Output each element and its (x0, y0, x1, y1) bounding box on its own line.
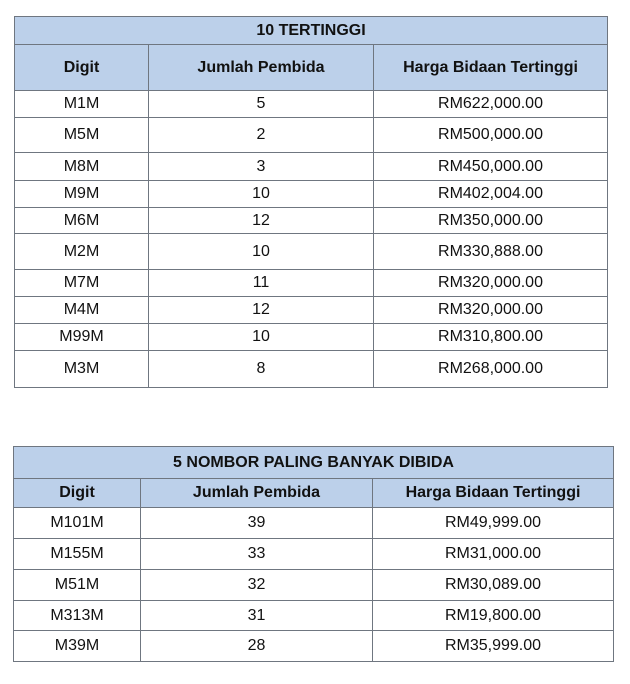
cell-digit: M6M (15, 208, 149, 234)
table-row (15, 270, 608, 297)
most-bid-table (13, 446, 614, 662)
cell-digit: M9M (15, 181, 149, 208)
table-header-row (14, 479, 614, 508)
cell-highest-bid: RM350,000.00 (374, 208, 608, 234)
cell-digit: M7M (15, 270, 149, 297)
cell-digit: M3M (15, 351, 149, 388)
cell-digit: M51M (14, 570, 141, 601)
cell-bidders: 5 (149, 91, 374, 118)
cell-highest-bid: RM31,000.00 (373, 539, 614, 570)
cell-digit: M2M (15, 234, 149, 270)
cell-highest-bid: RM19,800.00 (373, 601, 614, 631)
cell-highest-bid: RM268,000.00 (374, 351, 608, 388)
cell-highest-bid: RM330,888.00 (374, 234, 608, 270)
cell-bidders: 8 (149, 351, 374, 388)
cell-bidders: 39 (141, 508, 373, 539)
cell-digit: M313M (14, 601, 141, 631)
cell-highest-bid: RM49,999.00 (373, 508, 614, 539)
table-title-row (15, 17, 608, 45)
column-header-highest-bid: Harga Bidaan Tertinggi (373, 479, 614, 508)
table-row (14, 508, 614, 539)
cell-highest-bid: RM500,000.00 (374, 118, 608, 153)
table-row (15, 208, 608, 234)
cell-highest-bid: RM30,089.00 (373, 570, 614, 601)
table-title: 10 TERTINGGI (15, 17, 608, 45)
cell-bidders: 10 (149, 324, 374, 351)
cell-digit: M39M (14, 631, 141, 662)
cell-digit: M1M (15, 91, 149, 118)
table-row (15, 324, 608, 351)
cell-highest-bid: RM402,004.00 (374, 181, 608, 208)
table-row (15, 234, 608, 270)
table-row (15, 91, 608, 118)
column-header-highest-bid: Harga Bidaan Tertinggi (374, 45, 608, 91)
table-title-row (14, 447, 614, 479)
cell-highest-bid: RM320,000.00 (374, 297, 608, 324)
column-header-digit: Digit (15, 45, 149, 91)
table-row (15, 351, 608, 388)
table-row (15, 297, 608, 324)
cell-bidders: 2 (149, 118, 374, 153)
cell-highest-bid: RM622,000.00 (374, 91, 608, 118)
column-header-bidders: Jumlah Pembida (141, 479, 373, 508)
table-row (14, 570, 614, 601)
table-row (14, 601, 614, 631)
cell-bidders: 11 (149, 270, 374, 297)
cell-digit: M99M (15, 324, 149, 351)
cell-digit: M8M (15, 153, 149, 181)
cell-bidders: 10 (149, 234, 374, 270)
cell-digit: M5M (15, 118, 149, 153)
column-header-bidders: Jumlah Pembida (149, 45, 374, 91)
cell-bidders: 12 (149, 208, 374, 234)
cell-highest-bid: RM310,800.00 (374, 324, 608, 351)
table-row (15, 153, 608, 181)
cell-bidders: 28 (141, 631, 373, 662)
cell-bidders: 33 (141, 539, 373, 570)
table-row (15, 118, 608, 153)
top-10-table (14, 16, 608, 388)
cell-highest-bid: RM450,000.00 (374, 153, 608, 181)
column-header-digit: Digit (14, 479, 141, 508)
table-row (15, 181, 608, 208)
table-header-row (15, 45, 608, 91)
table-row (14, 631, 614, 662)
cell-digit: M155M (14, 539, 141, 570)
cell-bidders: 10 (149, 181, 374, 208)
cell-bidders: 32 (141, 570, 373, 601)
cell-highest-bid: RM35,999.00 (373, 631, 614, 662)
table-title: 5 NOMBOR PALING BANYAK DIBIDA (14, 447, 614, 479)
cell-digit: M4M (15, 297, 149, 324)
cell-bidders: 3 (149, 153, 374, 181)
table-row (14, 539, 614, 570)
cell-digit: M101M (14, 508, 141, 539)
cell-highest-bid: RM320,000.00 (374, 270, 608, 297)
cell-bidders: 12 (149, 297, 374, 324)
cell-bidders: 31 (141, 601, 373, 631)
